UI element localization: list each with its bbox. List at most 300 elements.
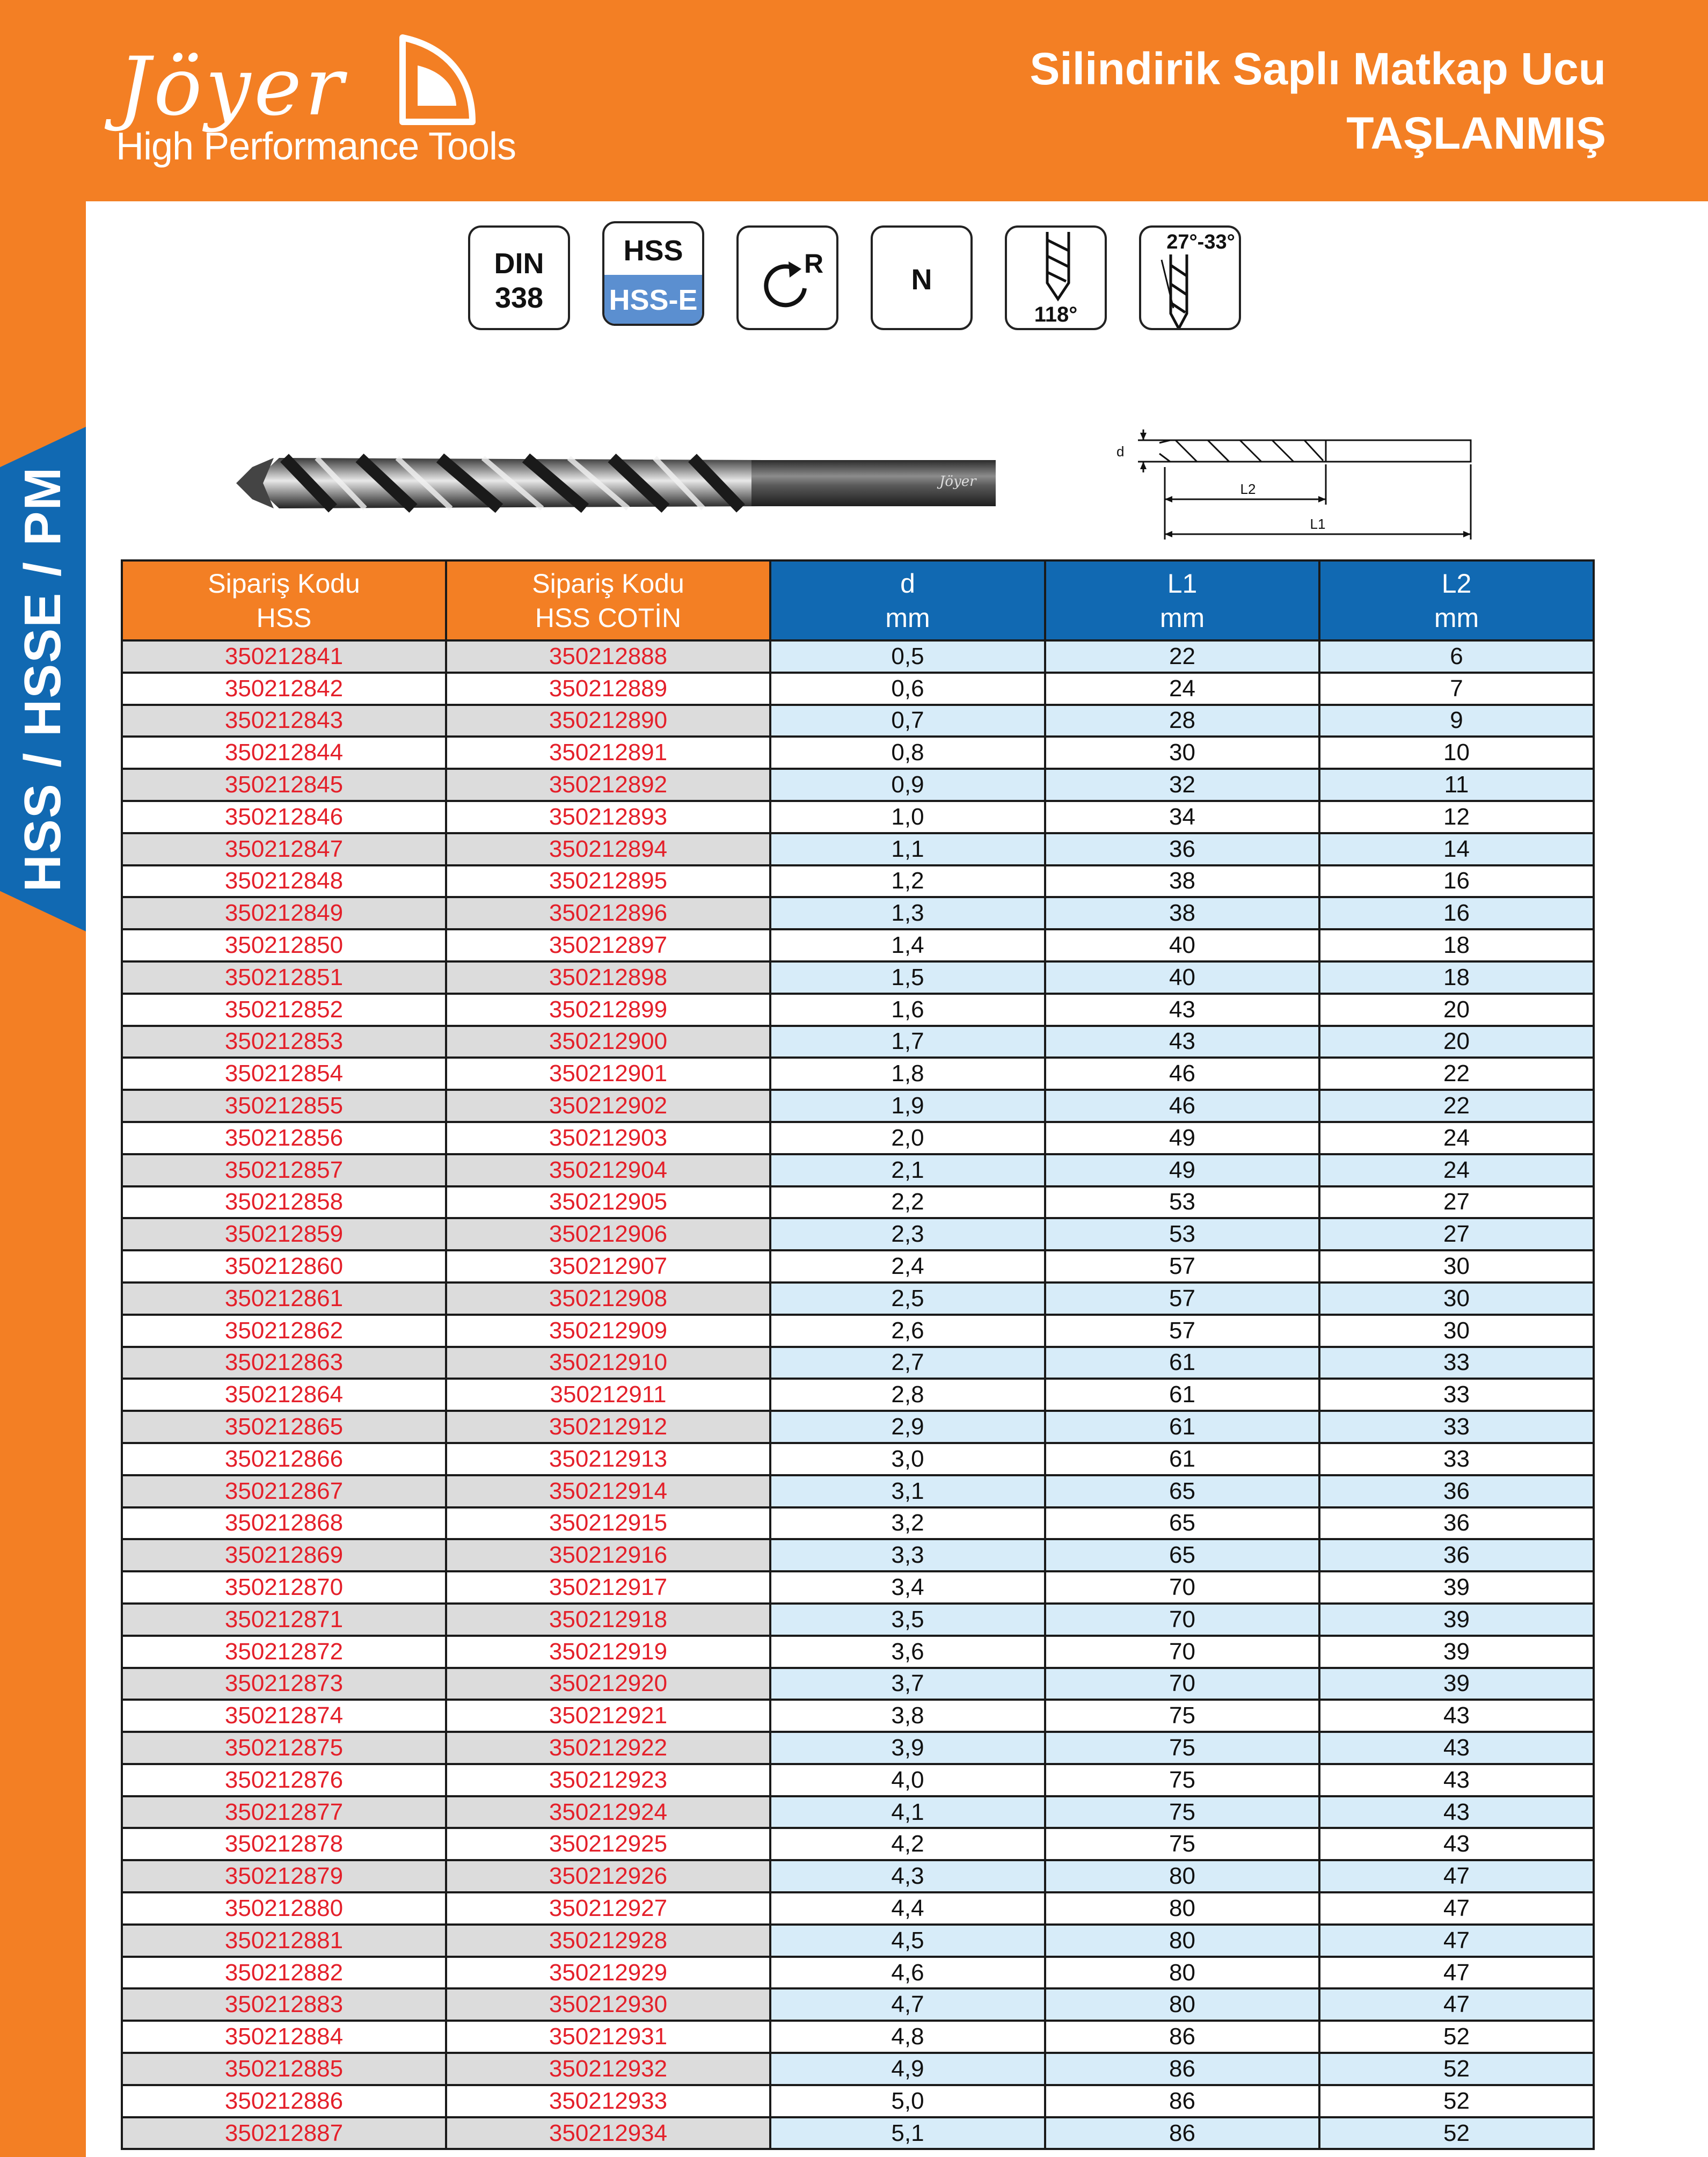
cell-cotin-code: 350212928	[446, 1925, 770, 1957]
cell-cotin-code: 350212911	[446, 1379, 770, 1411]
table-row	[122, 1860, 1594, 1892]
cell-hss-code: 350212843	[122, 705, 446, 737]
table-row	[122, 1604, 1594, 1636]
cell-l2: 47	[1319, 1860, 1594, 1892]
brand-tagline: High Performance Tools	[116, 125, 516, 168]
cell-diameter: 3,1	[770, 1475, 1045, 1507]
cell-hss-code: 350212865	[122, 1411, 446, 1443]
cell-l1: 46	[1045, 1058, 1319, 1090]
cell-hss-code: 350212866	[122, 1443, 446, 1475]
cell-diameter: 4,3	[770, 1860, 1045, 1892]
cell-diameter: 2,7	[770, 1347, 1045, 1379]
din-number: 338	[494, 282, 544, 314]
cell-diameter: 0,7	[770, 705, 1045, 737]
cell-diameter: 2,0	[770, 1122, 1045, 1154]
cell-hss-code: 350212864	[122, 1379, 446, 1411]
cell-diameter: 4,9	[770, 2053, 1045, 2085]
table-row	[122, 833, 1594, 865]
cell-hss-code: 350212852	[122, 994, 446, 1026]
cell-l1: 46	[1045, 1090, 1319, 1122]
brand-logo-icon	[397, 33, 478, 127]
cell-hss-code: 350212850	[122, 929, 446, 961]
table-row	[122, 1122, 1594, 1154]
cell-diameter: 3,8	[770, 1700, 1045, 1732]
drill-point-icon	[1037, 232, 1079, 302]
cell-l2: 14	[1319, 833, 1594, 865]
cell-hss-code: 350212849	[122, 897, 446, 929]
helix-angle-badge	[1139, 225, 1241, 330]
cell-hss-code: 350212868	[122, 1507, 446, 1540]
cell-cotin-code: 350212926	[446, 1860, 770, 1892]
cell-l1: 80	[1045, 1957, 1319, 1989]
brand-logo-text: Jöyer	[118, 40, 347, 134]
cell-diameter: 2,2	[770, 1186, 1045, 1219]
cell-l2: 30	[1319, 1282, 1594, 1315]
cell-hss-code: 350212845	[122, 769, 446, 801]
drill-type-badge	[871, 225, 973, 330]
cell-cotin-code: 350212917	[446, 1571, 770, 1604]
photo-brand-text: Jöyer	[939, 473, 976, 490]
cell-l1: 75	[1045, 1796, 1319, 1828]
cell-diameter: 4,4	[770, 1892, 1045, 1925]
table-row	[122, 1347, 1594, 1379]
cell-diameter: 4,8	[770, 2021, 1045, 2053]
cell-cotin-code: 350212896	[446, 897, 770, 929]
material-hsse: HSS-E	[604, 275, 702, 326]
cell-l2: 52	[1319, 2021, 1594, 2053]
cell-l2: 47	[1319, 1925, 1594, 1957]
cell-hss-code: 350212857	[122, 1154, 446, 1186]
cell-cotin-code: 350212922	[446, 1732, 770, 1764]
cell-l2: 30	[1319, 1315, 1594, 1347]
cell-l1: 32	[1045, 769, 1319, 801]
rotation-badge	[736, 225, 838, 330]
cell-diameter: 4,6	[770, 1957, 1045, 1989]
table-row	[122, 1925, 1594, 1957]
point-angle-label: 118°	[1034, 303, 1078, 326]
cell-cotin-code: 350212893	[446, 801, 770, 833]
table-row	[122, 1411, 1594, 1443]
cell-l1: 57	[1045, 1282, 1319, 1315]
table-row	[122, 1154, 1594, 1186]
table-row	[122, 769, 1594, 801]
cell-cotin-code: 350212902	[446, 1090, 770, 1122]
cell-cotin-code: 350212913	[446, 1443, 770, 1475]
cell-cotin-code: 350212905	[446, 1186, 770, 1219]
cell-l2: 24	[1319, 1154, 1594, 1186]
table-row	[122, 1796, 1594, 1828]
table-row	[122, 1668, 1594, 1700]
cell-cotin-code: 350212899	[446, 994, 770, 1026]
cell-l2: 16	[1319, 865, 1594, 898]
cell-l2: 39	[1319, 1636, 1594, 1668]
cell-diameter: 0,5	[770, 640, 1045, 673]
cell-diameter: 3,5	[770, 1604, 1045, 1636]
cell-hss-code: 350212873	[122, 1668, 446, 1700]
cell-l1: 53	[1045, 1186, 1319, 1219]
cell-l2: 20	[1319, 994, 1594, 1026]
cell-diameter: 1,8	[770, 1058, 1045, 1090]
cell-l2: 39	[1319, 1571, 1594, 1604]
cell-hss-code: 350212842	[122, 673, 446, 705]
cell-l1: 80	[1045, 1925, 1319, 1957]
table-row	[122, 1475, 1594, 1507]
cell-cotin-code: 350212927	[446, 1892, 770, 1925]
cell-cotin-code: 350212930	[446, 1988, 770, 2021]
cell-cotin-code: 350212894	[446, 833, 770, 865]
table-row	[122, 705, 1594, 737]
cell-hss-code: 350212883	[122, 1988, 446, 2021]
cell-cotin-code: 350212925	[446, 1828, 770, 1860]
cell-l1: 40	[1045, 961, 1319, 994]
cell-l1: 80	[1045, 1988, 1319, 2021]
dimension-diagram	[1111, 413, 1487, 542]
cell-cotin-code: 350212914	[446, 1475, 770, 1507]
table-row	[122, 1700, 1594, 1732]
cell-hss-code: 350212876	[122, 1764, 446, 1796]
cell-l2: 27	[1319, 1186, 1594, 1219]
cell-cotin-code: 350212909	[446, 1315, 770, 1347]
spec-table	[121, 559, 1595, 2150]
cell-hss-code: 350212885	[122, 2053, 446, 2085]
cell-cotin-code: 350212929	[446, 1957, 770, 1989]
cell-l1: 38	[1045, 897, 1319, 929]
cell-cotin-code: 350212920	[446, 1668, 770, 1700]
cell-l1: 22	[1045, 640, 1319, 673]
cell-cotin-code: 350212934	[446, 2117, 770, 2149]
cell-diameter: 3,6	[770, 1636, 1045, 1668]
cell-l2: 43	[1319, 1828, 1594, 1860]
cell-diameter: 4,5	[770, 1925, 1045, 1957]
table-row	[122, 1539, 1594, 1571]
table-row	[122, 1379, 1594, 1411]
cell-cotin-code: 350212916	[446, 1539, 770, 1571]
cell-cotin-code: 350212904	[446, 1154, 770, 1186]
table-row	[122, 929, 1594, 961]
cell-l2: 7	[1319, 673, 1594, 705]
cell-cotin-code: 350212923	[446, 1764, 770, 1796]
cell-diameter: 5,1	[770, 2117, 1045, 2149]
cell-l1: 70	[1045, 1604, 1319, 1636]
helix-angle-label: 27°-33°	[1166, 231, 1235, 253]
cell-l1: 80	[1045, 1860, 1319, 1892]
table-row	[122, 1507, 1594, 1540]
cell-l2: 43	[1319, 1796, 1594, 1828]
cell-l1: 28	[1045, 705, 1319, 737]
cell-diameter: 3,7	[770, 1668, 1045, 1700]
cell-cotin-code: 350212895	[446, 865, 770, 898]
cell-hss-code: 350212877	[122, 1796, 446, 1828]
cell-l1: 65	[1045, 1475, 1319, 1507]
cell-l1: 34	[1045, 801, 1319, 833]
cell-l1: 65	[1045, 1539, 1319, 1571]
cell-diameter: 1,6	[770, 994, 1045, 1026]
cell-l2: 33	[1319, 1443, 1594, 1475]
cell-l1: 57	[1045, 1250, 1319, 1282]
cell-l1: 86	[1045, 2085, 1319, 2117]
cell-l1: 57	[1045, 1315, 1319, 1347]
cell-cotin-code: 350212891	[446, 737, 770, 769]
cell-l2: 52	[1319, 2117, 1594, 2149]
point-angle-badge	[1005, 225, 1107, 330]
cell-l2: 39	[1319, 1604, 1594, 1636]
cell-l1: 86	[1045, 2053, 1319, 2085]
cell-l1: 40	[1045, 929, 1319, 961]
cell-cotin-code: 350212892	[446, 769, 770, 801]
cell-l1: 75	[1045, 1732, 1319, 1764]
cell-l2: 22	[1319, 1090, 1594, 1122]
cell-hss-code: 350212886	[122, 2085, 446, 2117]
cell-l2: 47	[1319, 1957, 1594, 1989]
header-l1: L1 mm	[1045, 560, 1319, 640]
diagram-l2-label: L2	[1240, 481, 1256, 497]
cell-l2: 30	[1319, 1250, 1594, 1282]
cell-diameter: 3,0	[770, 1443, 1045, 1475]
cell-l2: 43	[1319, 1764, 1594, 1796]
cell-l2: 36	[1319, 1539, 1594, 1571]
table-row	[122, 1828, 1594, 1860]
table-row	[122, 1957, 1594, 1989]
cell-diameter: 2,9	[770, 1411, 1045, 1443]
table-row	[122, 2085, 1594, 2117]
cell-hss-code: 350212882	[122, 1957, 446, 1989]
table-row	[122, 2117, 1594, 2149]
cell-l2: 18	[1319, 961, 1594, 994]
cell-cotin-code: 350212900	[446, 1026, 770, 1058]
cell-diameter: 4,2	[770, 1828, 1045, 1860]
drill-bit-photo	[236, 454, 998, 513]
cell-l2: 24	[1319, 1122, 1594, 1154]
cell-l1: 36	[1045, 833, 1319, 865]
table-row	[122, 897, 1594, 929]
cell-hss-code: 350212863	[122, 1347, 446, 1379]
cell-hss-code: 350212846	[122, 801, 446, 833]
table-row	[122, 1186, 1594, 1219]
cell-hss-code: 350212862	[122, 1315, 446, 1347]
cell-l1: 30	[1045, 737, 1319, 769]
table-body	[122, 640, 1594, 2149]
cell-hss-code: 350212856	[122, 1122, 446, 1154]
cell-l2: 52	[1319, 2053, 1594, 2085]
cell-l1: 53	[1045, 1218, 1319, 1250]
cell-hss-code: 350212869	[122, 1539, 446, 1571]
table-row	[122, 1218, 1594, 1250]
header-diameter: d mm	[770, 560, 1045, 640]
cell-l1: 75	[1045, 1700, 1319, 1732]
cell-diameter: 1,7	[770, 1026, 1045, 1058]
cell-diameter: 1,4	[770, 929, 1045, 961]
header-hss-code: Sipariş Kodu HSS	[122, 560, 446, 640]
cell-diameter: 2,8	[770, 1379, 1045, 1411]
cell-hss-code: 350212867	[122, 1475, 446, 1507]
cell-l2: 11	[1319, 769, 1594, 801]
cell-cotin-code: 350212915	[446, 1507, 770, 1540]
table-row	[122, 1764, 1594, 1796]
cell-l1: 86	[1045, 2021, 1319, 2053]
cell-hss-code: 350212871	[122, 1604, 446, 1636]
table-row	[122, 1090, 1594, 1122]
table-row	[122, 1315, 1594, 1347]
din-label: DIN	[494, 247, 544, 280]
cell-l1: 43	[1045, 994, 1319, 1026]
cell-l2: 6	[1319, 640, 1594, 673]
cell-l2: 10	[1319, 737, 1594, 769]
cell-diameter: 1,3	[770, 897, 1045, 929]
diagram-d-label: d	[1116, 443, 1125, 460]
cell-l2: 39	[1319, 1668, 1594, 1700]
cell-diameter: 0,8	[770, 737, 1045, 769]
cell-l1: 80	[1045, 1892, 1319, 1925]
cell-diameter: 2,5	[770, 1282, 1045, 1315]
table-row	[122, 2021, 1594, 2053]
cell-l2: 52	[1319, 2085, 1594, 2117]
cell-hss-code: 350212887	[122, 2117, 446, 2149]
cell-l1: 24	[1045, 673, 1319, 705]
cell-diameter: 3,3	[770, 1539, 1045, 1571]
cell-diameter: 1,9	[770, 1090, 1045, 1122]
cell-l2: 16	[1319, 897, 1594, 929]
cell-diameter: 1,0	[770, 801, 1045, 833]
table-row	[122, 994, 1594, 1026]
cell-l1: 75	[1045, 1764, 1319, 1796]
cell-l1: 61	[1045, 1379, 1319, 1411]
cell-hss-code: 350212841	[122, 640, 446, 673]
table-row	[122, 1636, 1594, 1668]
side-category-label: HSS / HSSE / PM	[14, 466, 71, 892]
cell-diameter: 2,6	[770, 1315, 1045, 1347]
table-row	[122, 1988, 1594, 2021]
table-row	[122, 1732, 1594, 1764]
table-row	[122, 801, 1594, 833]
cell-diameter: 5,0	[770, 2085, 1045, 2117]
cell-cotin-code: 350212889	[446, 673, 770, 705]
cell-cotin-code: 350212907	[446, 1250, 770, 1282]
cell-hss-code: 350212854	[122, 1058, 446, 1090]
cell-diameter: 0,6	[770, 673, 1045, 705]
cell-diameter: 3,9	[770, 1732, 1045, 1764]
table-row	[122, 1250, 1594, 1282]
cell-l2: 12	[1319, 801, 1594, 833]
table-row	[122, 1282, 1594, 1315]
table-row	[122, 1892, 1594, 1925]
cell-hss-code: 350212848	[122, 865, 446, 898]
cell-diameter: 4,7	[770, 1988, 1045, 2021]
cell-l1: 65	[1045, 1507, 1319, 1540]
cell-l2: 33	[1319, 1411, 1594, 1443]
cell-l2: 9	[1319, 705, 1594, 737]
cell-l1: 86	[1045, 2117, 1319, 2149]
cell-cotin-code: 350212912	[446, 1411, 770, 1443]
cell-diameter: 4,1	[770, 1796, 1045, 1828]
cell-diameter: 2,4	[770, 1250, 1045, 1282]
cell-l2: 18	[1319, 929, 1594, 961]
cell-hss-code: 350212870	[122, 1571, 446, 1604]
cell-cotin-code: 350212931	[446, 2021, 770, 2053]
table-row	[122, 1571, 1594, 1604]
cell-hss-code: 350212844	[122, 737, 446, 769]
cell-l2: 36	[1319, 1507, 1594, 1540]
cell-hss-code: 350212875	[122, 1732, 446, 1764]
cell-hss-code: 350212855	[122, 1090, 446, 1122]
cell-cotin-code: 350212890	[446, 705, 770, 737]
cell-diameter: 1,5	[770, 961, 1045, 994]
cell-hss-code: 350212874	[122, 1700, 446, 1732]
cell-hss-code: 350212872	[122, 1636, 446, 1668]
cell-l1: 61	[1045, 1411, 1319, 1443]
table-row	[122, 737, 1594, 769]
header-cotin-code: Sipariş Kodu HSS COTİN	[446, 560, 770, 640]
cell-diameter: 1,2	[770, 865, 1045, 898]
cell-hss-code: 350212884	[122, 2021, 446, 2053]
cell-diameter: 2,3	[770, 1218, 1045, 1250]
cell-l1: 49	[1045, 1154, 1319, 1186]
cell-cotin-code: 350212919	[446, 1636, 770, 1668]
material-hss: HSS	[623, 235, 683, 267]
cell-l2: 33	[1319, 1347, 1594, 1379]
cell-l2: 43	[1319, 1732, 1594, 1764]
rotation-label: R	[804, 249, 824, 279]
table-row	[122, 2053, 1594, 2085]
table-row	[122, 1058, 1594, 1090]
cell-hss-code: 350212858	[122, 1186, 446, 1219]
table-row	[122, 1026, 1594, 1058]
cell-l2: 43	[1319, 1700, 1594, 1732]
cell-hss-code: 350212879	[122, 1860, 446, 1892]
cell-l2: 20	[1319, 1026, 1594, 1058]
cell-cotin-code: 350212903	[446, 1122, 770, 1154]
diagram-l1-label: L1	[1310, 516, 1326, 532]
cell-hss-code: 350212853	[122, 1026, 446, 1058]
cell-cotin-code: 350212906	[446, 1218, 770, 1250]
drill-type-label: N	[911, 264, 932, 296]
cell-l2: 47	[1319, 1988, 1594, 2021]
cell-cotin-code: 350212918	[446, 1604, 770, 1636]
cell-cotin-code: 350212897	[446, 929, 770, 961]
cell-l2: 36	[1319, 1475, 1594, 1507]
cell-l1: 61	[1045, 1347, 1319, 1379]
cell-hss-code: 350212880	[122, 1892, 446, 1925]
cell-cotin-code: 350212933	[446, 2085, 770, 2117]
table-row	[122, 673, 1594, 705]
cell-diameter: 4,0	[770, 1764, 1045, 1796]
header-l2: L2 mm	[1319, 560, 1594, 640]
table-row	[122, 640, 1594, 673]
cell-cotin-code: 350212901	[446, 1058, 770, 1090]
cell-l1: 70	[1045, 1636, 1319, 1668]
cell-l2: 47	[1319, 1892, 1594, 1925]
cell-hss-code: 350212847	[122, 833, 446, 865]
table-row	[122, 961, 1594, 994]
helix-drill-icon	[1157, 254, 1200, 330]
cell-hss-code: 350212860	[122, 1250, 446, 1282]
cell-hss-code: 350212861	[122, 1282, 446, 1315]
cell-cotin-code: 350212888	[446, 640, 770, 673]
page-title: Silindirik Saplı Matkap Ucu	[1030, 43, 1606, 94]
table-row	[122, 865, 1594, 898]
cell-l1: 70	[1045, 1571, 1319, 1604]
cell-diameter: 0,9	[770, 769, 1045, 801]
din-standard-badge	[468, 225, 570, 330]
cell-l1: 49	[1045, 1122, 1319, 1154]
cell-cotin-code: 350212932	[446, 2053, 770, 2085]
cell-cotin-code: 350212924	[446, 1796, 770, 1828]
cell-hss-code: 350212878	[122, 1828, 446, 1860]
cell-l2: 22	[1319, 1058, 1594, 1090]
cell-diameter: 2,1	[770, 1154, 1045, 1186]
cell-diameter: 1,1	[770, 833, 1045, 865]
cell-cotin-code: 350212908	[446, 1282, 770, 1315]
cell-diameter: 3,2	[770, 1507, 1045, 1540]
